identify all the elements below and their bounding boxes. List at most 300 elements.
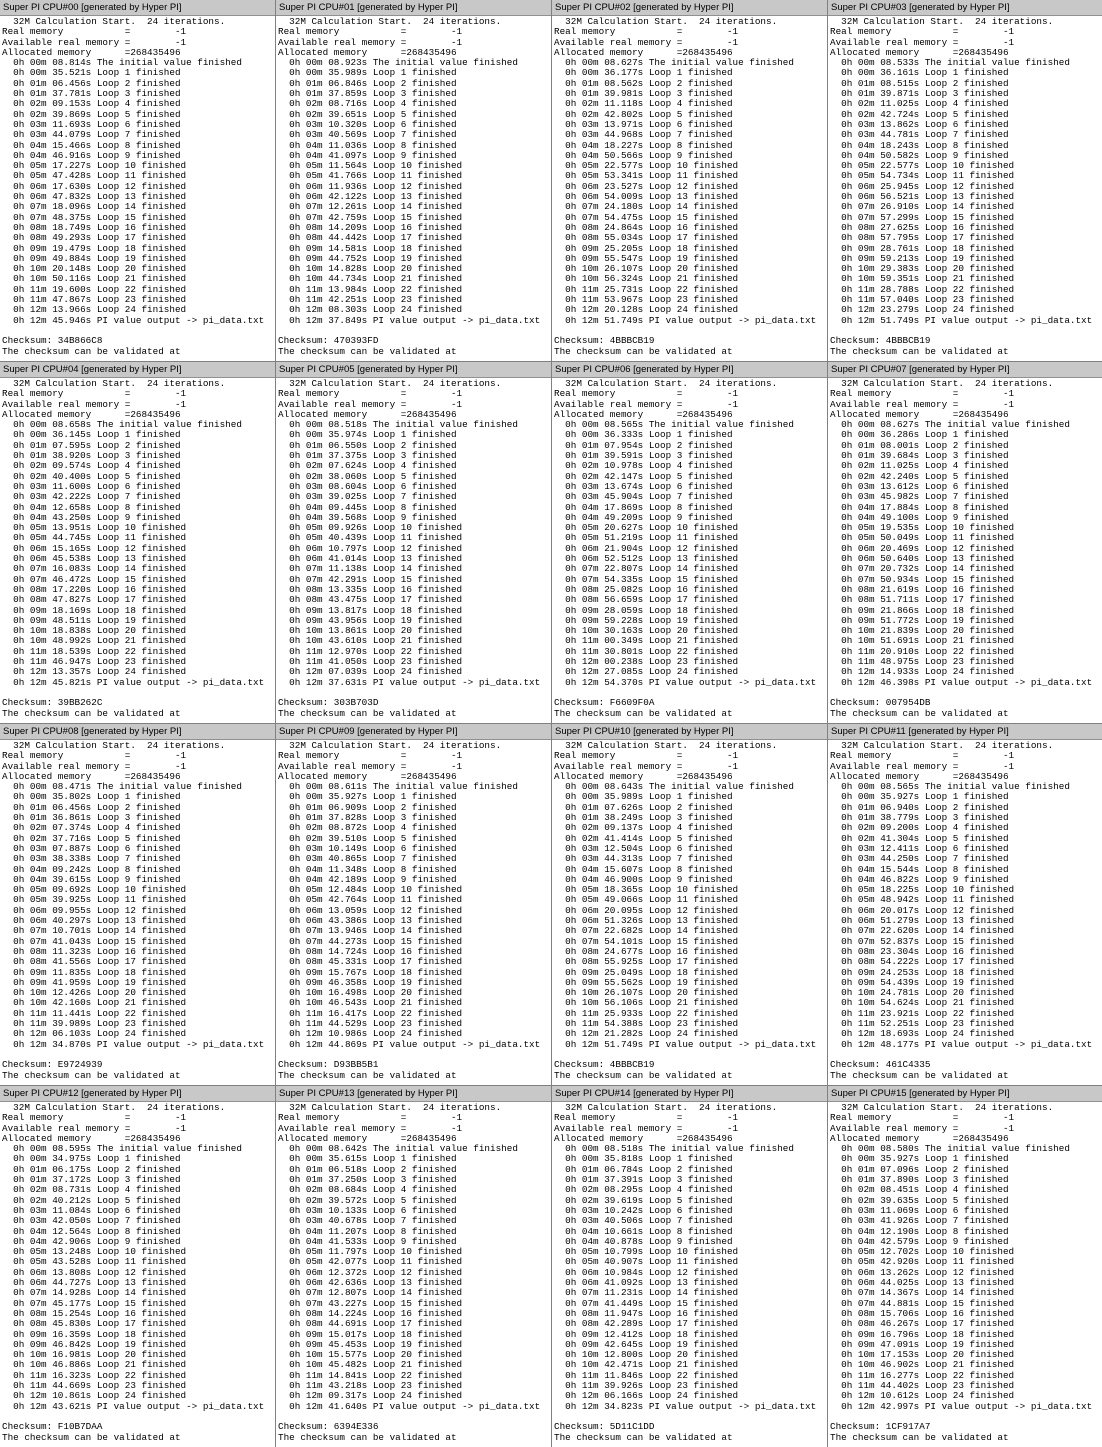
console-output <box>276 1102 551 1443</box>
log-line: 0h 05m 18.225s Loop 10 finished <box>830 884 1015 896</box>
log-line: 0h 03m 44.250s Loop 7 finished <box>830 853 1009 865</box>
log-line: 0h 10m 51.691s Loop 21 finished <box>830 635 1015 647</box>
log-line: 0h 11m 53.967s Loop 23 finished <box>554 294 739 306</box>
log-line: 0h 06m 23.527s Loop 12 finished <box>554 180 739 192</box>
checksum-line: Checksum: D93BB5B1 <box>278 1059 379 1071</box>
log-line: 0h 01m 06.175s Loop 2 finished <box>2 1163 181 1175</box>
log-line: 0h 01m 37.859s Loop 3 finished <box>278 88 457 100</box>
log-line: 0h 06m 54.009s Loop 13 finished <box>554 191 739 203</box>
log-line: 0h 01m 08.515s Loop 2 finished <box>830 77 1009 89</box>
log-line: 0h 08m 57.795s Loop 17 finished <box>830 232 1015 244</box>
log-line: 0h 00m 35.989s Loop 1 finished <box>278 67 457 79</box>
log-line: 0h 07m 45.177s Loop 15 finished <box>2 1297 187 1309</box>
real-memory-line: Real memory = -1 <box>830 750 1015 762</box>
log-line: 0h 01m 06.784s Loop 2 finished <box>554 1163 733 1175</box>
log-line: 0h 03m 13.612s Loop 6 finished <box>830 480 1009 492</box>
log-line: 0h 11m 47.867s Loop 23 finished <box>2 294 187 306</box>
log-line: 0h 00m 08.580s The initial value finished <box>830 1143 1070 1155</box>
log-line: 0h 11m 13.984s Loop 22 finished <box>278 283 463 295</box>
log-line: 0h 09m 55.562s Loop 19 finished <box>554 976 739 988</box>
log-line: 0h 12m 51.749s PI value output -> pi_data.txt <box>830 314 1093 326</box>
allocated-memory-line: Allocated memory =268435496 <box>278 408 457 420</box>
superpi-window[interactable] <box>552 724 827 1085</box>
available-memory-line: Available real memory = -1 <box>830 36 1015 48</box>
log-line: 0h 00m 36.177s Loop 1 finished <box>554 67 733 79</box>
window-title-bar[interactable]: Super PI CPU#05 [generated by Hyper PI] <box>276 362 551 378</box>
log-line: 0h 09m 15.017s Loop 18 finished <box>278 1328 463 1340</box>
log-line: 0h 09m 46.842s Loop 19 finished <box>2 1338 187 1350</box>
window-title-bar[interactable]: Super PI CPU#08 [generated by Hyper PI] <box>0 724 275 740</box>
real-memory-line: Real memory = -1 <box>554 388 739 400</box>
console-output <box>0 16 275 357</box>
log-line: 0h 01m 37.828s Loop 3 finished <box>278 812 457 824</box>
checksum-validation-line: The checksum can be validated at <box>2 1431 181 1443</box>
log-line: 0h 11m 41.050s Loop 23 finished <box>278 656 463 668</box>
log-line: 0h 09m 45.453s Loop 19 finished <box>278 1338 463 1350</box>
log-line: 0h 10m 16.498s Loop 20 finished <box>278 987 463 999</box>
log-line: 0h 08m 27.625s Loop 16 finished <box>830 221 1015 233</box>
log-line: 0h 03m 13.862s Loop 6 finished <box>830 118 1009 130</box>
log-line: 0h 03m 13.674s Loop 6 finished <box>554 480 733 492</box>
window-title-bar[interactable]: Super PI CPU#11 [generated by Hyper PI] <box>828 724 1102 740</box>
log-line: 0h 01m 37.172s Loop 3 finished <box>2 1174 181 1186</box>
log-line: 0h 01m 37.781s Loop 3 finished <box>2 88 181 100</box>
log-line: 0h 10m 26.107s Loop 20 finished <box>554 987 739 999</box>
log-line: 0h 05m 17.227s Loop 10 finished <box>2 160 187 172</box>
checksum-validation-line: The checksum can be validated at <box>2 1069 181 1081</box>
log-line: 0h 03m 10.242s Loop 6 finished <box>554 1204 733 1216</box>
log-line: 0h 06m 13.262s Loop 12 finished <box>830 1266 1015 1278</box>
console-output <box>276 378 551 719</box>
log-line: 0h 07m 22.807s Loop 14 finished <box>554 563 739 575</box>
log-line: 0h 05m 18.365s Loop 10 finished <box>554 884 739 896</box>
checksum-line: Checksum: 39BB262C <box>2 697 103 709</box>
superpi-window[interactable] <box>276 724 551 1085</box>
log-line: 0h 03m 11.069s Loop 6 finished <box>830 1204 1009 1216</box>
log-line: 0h 08m 41.556s Loop 17 finished <box>2 956 187 968</box>
log-line: 0h 03m 44.968s Loop 7 finished <box>554 129 733 141</box>
real-memory-line: Real memory = -1 <box>278 1112 463 1124</box>
window-title-bar[interactable]: Super PI CPU#06 [generated by Hyper PI] <box>552 362 827 378</box>
log-line: 0h 07m 14.928s Loop 14 finished <box>2 1287 187 1299</box>
log-line: 0h 10m 20.148s Loop 20 finished <box>2 263 187 275</box>
log-line: 0h 02m 39.572s Loop 5 finished <box>278 1194 457 1206</box>
log-line: 0h 08m 17.220s Loop 16 finished <box>2 583 187 595</box>
log-line: 0h 10m 44.734s Loop 21 finished <box>278 273 463 285</box>
log-line: 0h 05m 47.428s Loop 11 finished <box>2 170 187 182</box>
log-line: 0h 03m 41.926s Loop 7 finished <box>830 1215 1009 1227</box>
checksum-validation-line: The checksum can be validated at <box>278 1069 457 1081</box>
log-line: 0h 05m 44.745s Loop 11 finished <box>2 532 187 544</box>
log-line: 0h 03m 11.084s Loop 6 finished <box>2 1204 181 1216</box>
log-line: 0h 01m 37.391s Loop 3 finished <box>554 1174 733 1186</box>
available-memory-line: Available real memory = -1 <box>2 760 187 772</box>
log-line: 0h 08m 11.323s Loop 16 finished <box>2 945 187 957</box>
superpi-window[interactable] <box>552 362 827 723</box>
log-line: 0h 03m 40.506s Loop 7 finished <box>554 1215 733 1227</box>
log-line: 0h 02m 11.025s Loop 4 finished <box>830 460 1009 472</box>
log-line: 0h 08m 25.082s Loop 16 finished <box>554 583 739 595</box>
log-line: 0h 12m 08.303s Loop 24 finished <box>278 304 463 316</box>
log-line: 0h 09m 21.866s Loop 18 finished <box>830 604 1015 616</box>
log-line: 0h 10m 54.624s Loop 21 finished <box>830 997 1015 1009</box>
log-line: 0h 04m 12.190s Loop 8 finished <box>830 1225 1009 1237</box>
log-line: 0h 01m 37.890s Loop 3 finished <box>830 1174 1009 1186</box>
checksum-line: Checksum: 4BBBCB19 <box>830 335 931 347</box>
log-line: 0h 09m 44.752s Loop 19 finished <box>278 252 463 264</box>
real-memory-line: Real memory = -1 <box>278 26 463 38</box>
log-line: 0h 09m 48.511s Loop 19 finished <box>2 614 187 626</box>
console-output <box>552 1102 827 1443</box>
window-title-bar[interactable]: Super PI CPU#12 [generated by Hyper PI] <box>0 1086 275 1102</box>
log-line: 0h 04m 11.036s Loop 8 finished <box>278 139 457 151</box>
superpi-window[interactable] <box>0 1086 275 1447</box>
log-line: 0h 09m 46.358s Loop 19 finished <box>278 976 463 988</box>
log-line: 0h 07m 14.367s Loop 14 finished <box>830 1287 1015 1299</box>
log-line: 0h 12m 37.631s PI value output -> pi_data.txt <box>278 676 541 688</box>
log-line: 0h 03m 12.411s Loop 6 finished <box>830 842 1009 854</box>
log-line: 0h 02m 38.060s Loop 5 finished <box>278 470 457 482</box>
window-title-bar[interactable]: Super PI CPU#07 [generated by Hyper PI] <box>828 362 1102 378</box>
available-memory-line: Available real memory = -1 <box>278 398 463 410</box>
calc-start-line: 32M Calculation Start. 24 iterations. <box>278 1102 502 1113</box>
log-line: 0h 05m 40.907s Loop 11 finished <box>554 1256 739 1268</box>
log-line: 0h 08m 47.827s Loop 17 finished <box>2 594 187 606</box>
log-line: 0h 01m 07.595s Loop 2 finished <box>2 439 181 451</box>
log-line: 0h 11m 46.947s Loop 23 finished <box>2 656 187 668</box>
log-line: 0h 00m 36.145s Loop 1 finished <box>2 429 181 441</box>
log-line: 0h 06m 41.092s Loop 13 finished <box>554 1277 739 1289</box>
log-line: 0h 07m 18.096s Loop 14 finished <box>2 201 187 213</box>
superpi-window[interactable] <box>828 0 1102 361</box>
log-line: 0h 05m 20.627s Loop 10 finished <box>554 522 739 534</box>
log-line: 0h 12m 23.279s Loop 24 finished <box>830 304 1015 316</box>
log-line: 0h 04m 46.822s Loop 9 finished <box>830 873 1009 885</box>
checksum-line: Checksum: 34B866C8 <box>2 335 103 347</box>
superpi-window[interactable] <box>828 362 1102 723</box>
log-line: 0h 12m 13.966s Loop 24 finished <box>2 304 187 316</box>
log-line: 0h 01m 37.250s Loop 3 finished <box>278 1174 457 1186</box>
log-line: 0h 05m 50.049s Loop 11 finished <box>830 532 1015 544</box>
log-line: 0h 11m 00.349s Loop 21 finished <box>554 635 739 647</box>
log-line: 0h 10m 15.577s Loop 20 finished <box>278 1349 463 1361</box>
log-line: 0h 05m 54.734s Loop 11 finished <box>830 170 1015 182</box>
log-line: 0h 04m 17.869s Loop 8 finished <box>554 501 733 513</box>
log-line: 0h 12m 37.849s PI value output -> pi_data.txt <box>278 314 541 326</box>
log-line: 0h 07m 54.475s Loop 15 finished <box>554 211 739 223</box>
allocated-memory-line: Allocated memory =268435496 <box>830 46 1009 58</box>
log-line: 0h 03m 44.313s Loop 7 finished <box>554 853 733 865</box>
log-line: 0h 00m 08.518s The initial value finished <box>278 419 518 431</box>
checksum-line: Checksum: 303B703D <box>278 697 379 709</box>
log-line: 0h 02m 37.716s Loop 5 finished <box>2 832 181 844</box>
log-line: 0h 08m 43.475s Loop 17 finished <box>278 594 463 606</box>
log-line: 0h 09m 51.772s Loop 19 finished <box>830 614 1015 626</box>
log-line: 0h 08m 45.331s Loop 17 finished <box>278 956 463 968</box>
log-line: 0h 12m 18.693s Loop 24 finished <box>830 1028 1015 1040</box>
window-title-bar[interactable]: Super PI CPU#03 [generated by Hyper PI] <box>828 0 1102 16</box>
log-line: 0h 01m 07.096s Loop 2 finished <box>830 1163 1009 1175</box>
available-memory-line: Available real memory = -1 <box>2 36 187 48</box>
checksum-validation-line: The checksum can be validated at <box>278 345 457 357</box>
log-line: 0h 03m 11.600s Loop 6 finished <box>2 480 181 492</box>
allocated-memory-line: Allocated memory =268435496 <box>278 770 457 782</box>
log-line: 0h 09m 15.767s Loop 18 finished <box>278 966 463 978</box>
log-line: 0h 12m 34.870s PI value output -> pi_data.txt <box>2 1038 265 1050</box>
allocated-memory-line: Allocated memory =268435496 <box>278 46 457 58</box>
log-line: 0h 09m 25.049s Loop 18 finished <box>554 966 739 978</box>
superpi-window[interactable] <box>0 724 275 1085</box>
log-line: 0h 08m 54.222s Loop 17 finished <box>830 956 1015 968</box>
log-line: 0h 10m 46.886s Loop 21 finished <box>2 1359 187 1371</box>
log-line: 0h 09m 16.359s Loop 18 finished <box>2 1328 187 1340</box>
log-line: 0h 08m 14.724s Loop 16 finished <box>278 945 463 957</box>
available-memory-line: Available real memory = -1 <box>830 1122 1015 1134</box>
available-memory-line: Available real memory = -1 <box>278 1122 463 1134</box>
console-output <box>552 16 827 357</box>
log-line: 0h 06m 12.372s Loop 12 finished <box>278 1266 463 1278</box>
calc-start-line: 32M Calculation Start. 24 iterations. <box>554 740 778 751</box>
real-memory-line: Real memory = -1 <box>2 750 187 762</box>
log-line: 0h 00m 08.627s The initial value finished <box>554 57 794 69</box>
log-line: 0h 08m 18.749s Loop 16 finished <box>2 221 187 233</box>
checksum-line: Checksum: 1CF917A7 <box>830 1421 931 1433</box>
calc-start-line: 32M Calculation Start. 24 iterations. <box>830 16 1054 27</box>
log-line: 0h 02m 40.400s Loop 5 finished <box>2 470 181 482</box>
log-line: 0h 03m 40.865s Loop 7 finished <box>278 853 457 865</box>
log-line: 0h 01m 08.562s Loop 2 finished <box>554 77 733 89</box>
log-line: 0h 12m 10.612s Loop 24 finished <box>830 1390 1015 1402</box>
calc-start-line: 32M Calculation Start. 24 iterations. <box>278 740 502 751</box>
log-line: 0h 09m 19.479s Loop 18 finished <box>2 242 187 254</box>
log-line: 0h 12m 51.749s PI value output -> pi_data.txt <box>554 314 817 326</box>
window-title-bar[interactable]: Super PI CPU#10 [generated by Hyper PI] <box>552 724 827 740</box>
console-output <box>276 16 551 357</box>
superpi-window[interactable] <box>552 1086 827 1447</box>
log-line: 0h 10m 12.800s Loop 20 finished <box>554 1349 739 1361</box>
calc-start-line: 32M Calculation Start. 24 iterations. <box>554 1102 778 1113</box>
log-line: 0h 07m 16.083s Loop 14 finished <box>2 563 187 575</box>
checksum-validation-line: The checksum can be validated at <box>830 345 1009 357</box>
window-title-bar[interactable]: Super PI CPU#09 [generated by Hyper PI] <box>276 724 551 740</box>
superpi-window[interactable] <box>552 0 827 361</box>
log-line: 0h 12m 44.869s PI value output -> pi_data.txt <box>278 1038 541 1050</box>
log-line: 0h 06m 40.297s Loop 13 finished <box>2 915 187 927</box>
log-line: 0h 00m 08.533s The initial value finished <box>830 57 1070 69</box>
log-line: 0h 11m 44.529s Loop 23 finished <box>278 1018 463 1030</box>
window-title-bar[interactable]: Super PI CPU#14 [generated by Hyper PI] <box>552 1086 827 1102</box>
log-line: 0h 05m 10.799s Loop 10 finished <box>554 1246 739 1258</box>
window-title-bar[interactable]: Super PI CPU#00 [generated by Hyper PI] <box>0 0 275 16</box>
log-line: 0h 00m 08.565s The initial value finished <box>554 419 794 431</box>
log-line: 0h 02m 08.684s Loop 4 finished <box>278 1184 457 1196</box>
log-line: 0h 08m 23.304s Loop 16 finished <box>830 945 1015 957</box>
log-line: 0h 03m 11.693s Loop 6 finished <box>2 118 181 130</box>
log-line: 0h 01m 39.591s Loop 3 finished <box>554 450 733 462</box>
log-line: 0h 02m 41.414s Loop 5 finished <box>554 832 733 844</box>
window-title-bar[interactable]: Super PI CPU#02 [generated by Hyper PI] <box>552 0 827 16</box>
real-memory-line: Real memory = -1 <box>2 26 187 38</box>
log-line: 0h 05m 11.797s Loop 10 finished <box>278 1246 463 1258</box>
log-line: 0h 10m 13.861s Loop 20 finished <box>278 625 463 637</box>
log-line: 0h 05m 41.766s Loop 11 finished <box>278 170 463 182</box>
log-line: 0h 04m 41.533s Loop 9 finished <box>278 1235 457 1247</box>
log-line: 0h 01m 38.920s Loop 3 finished <box>2 450 181 462</box>
log-line: 0h 11m 23.921s Loop 22 finished <box>830 1007 1015 1019</box>
log-line: 0h 03m 45.904s Loop 7 finished <box>554 491 733 503</box>
calc-start-line: 32M Calculation Start. 24 iterations. <box>2 16 226 27</box>
log-line: 0h 06m 44.727s Loop 13 finished <box>2 1277 187 1289</box>
log-line: 0h 08m 49.293s Loop 17 finished <box>2 232 187 244</box>
log-line: 0h 06m 51.279s Loop 13 finished <box>830 915 1015 927</box>
log-line: 0h 04m 50.566s Loop 9 finished <box>554 149 733 161</box>
log-line: 0h 04m 46.900s Loop 9 finished <box>554 873 733 885</box>
log-line: 0h 10m 30.163s Loop 20 finished <box>554 625 739 637</box>
window-title-bar[interactable]: Super PI CPU#15 [generated by Hyper PI] <box>828 1086 1102 1102</box>
checksum-validation-line: The checksum can be validated at <box>554 1431 733 1443</box>
log-line: 0h 01m 38.249s Loop 3 finished <box>554 812 733 824</box>
log-line: 0h 09m 54.439s Loop 19 finished <box>830 976 1015 988</box>
log-line: 0h 09m 24.253s Loop 18 finished <box>830 966 1015 978</box>
log-line: 0h 10m 43.610s Loop 21 finished <box>278 635 463 647</box>
allocated-memory-line: Allocated memory =268435496 <box>554 770 733 782</box>
available-memory-line: Available real memory = -1 <box>830 398 1015 410</box>
log-line: 0h 02m 40.212s Loop 5 finished <box>2 1194 181 1206</box>
log-line: 0h 08m 14.209s Loop 16 finished <box>278 221 463 233</box>
log-line: 0h 05m 42.077s Loop 11 finished <box>278 1256 463 1268</box>
superpi-window[interactable] <box>276 0 551 361</box>
superpi-window[interactable] <box>828 1086 1102 1447</box>
log-line: 0h 03m 45.982s Loop 7 finished <box>830 491 1009 503</box>
window-title-bar[interactable]: Super PI CPU#04 [generated by Hyper PI] <box>0 362 275 378</box>
superpi-window[interactable] <box>828 724 1102 1085</box>
log-line: 0h 11m 42.251s Loop 23 finished <box>278 294 463 306</box>
checksum-line: Checksum: E9724939 <box>2 1059 103 1071</box>
log-line: 0h 01m 06.909s Loop 2 finished <box>278 801 457 813</box>
log-line: 0h 07m 52.837s Loop 15 finished <box>830 935 1015 947</box>
checksum-validation-line: The checksum can be validated at <box>830 707 1009 719</box>
real-memory-line: Real memory = -1 <box>2 1112 187 1124</box>
log-line: 0h 01m 39.981s Loop 3 finished <box>554 88 733 100</box>
log-line: 0h 11m 14.841s Loop 22 finished <box>278 1369 463 1381</box>
log-line: 0h 02m 39.651s Loop 5 finished <box>278 108 457 120</box>
log-line: 0h 05m 13.951s Loop 10 finished <box>2 522 187 534</box>
log-line: 0h 09m 18.169s Loop 18 finished <box>2 604 187 616</box>
allocated-memory-line: Allocated memory =268435496 <box>2 1132 181 1144</box>
log-line: 0h 09m 28.059s Loop 18 finished <box>554 604 739 616</box>
log-line: 0h 08m 46.267s Loop 17 finished <box>830 1318 1015 1330</box>
log-line: 0h 11m 48.975s Loop 23 finished <box>830 656 1015 668</box>
log-line: 0h 11m 20.910s Loop 22 finished <box>830 645 1015 657</box>
checksum-line: Checksum: 461C4335 <box>830 1059 931 1071</box>
available-memory-line: Available real memory = -1 <box>278 36 463 48</box>
allocated-memory-line: Allocated memory =268435496 <box>2 46 181 58</box>
checksum-validation-line: The checksum can be validated at <box>278 707 457 719</box>
log-line: 0h 07m 20.732s Loop 14 finished <box>830 563 1015 575</box>
log-line: 0h 07m 11.231s Loop 14 finished <box>554 1287 739 1299</box>
window-title-bar[interactable]: Super PI CPU#01 [generated by Hyper PI] <box>276 0 551 16</box>
console-output <box>0 1102 275 1443</box>
log-line: 0h 01m 36.861s Loop 3 finished <box>2 812 181 824</box>
superpi-window[interactable] <box>0 0 275 361</box>
log-line: 0h 04m 39.615s Loop 9 finished <box>2 873 181 885</box>
log-line: 0h 00m 35.802s Loop 1 finished <box>2 791 181 803</box>
superpi-window[interactable] <box>276 362 551 723</box>
log-line: 0h 12m 41.640s PI value output -> pi_data.txt <box>278 1400 541 1412</box>
log-line: 0h 01m 06.518s Loop 2 finished <box>278 1163 457 1175</box>
available-memory-line: Available real memory = -1 <box>554 398 739 410</box>
log-line: 0h 02m 09.200s Loop 4 finished <box>830 822 1009 834</box>
log-line: 0h 00m 08.565s The initial value finished <box>830 781 1070 793</box>
console-output <box>552 740 827 1081</box>
log-line: 0h 10m 26.107s Loop 20 finished <box>554 263 739 275</box>
log-line: 0h 08m 11.947s Loop 16 finished <box>554 1307 739 1319</box>
log-line: 0h 04m 18.227s Loop 8 finished <box>554 139 733 151</box>
checksum-line: Checksum: 6394E336 <box>278 1421 379 1433</box>
log-line: 0h 08m 13.335s Loop 16 finished <box>278 583 463 595</box>
log-line: 0h 03m 10.149s Loop 6 finished <box>278 842 457 854</box>
available-memory-line: Available real memory = -1 <box>554 1122 739 1134</box>
log-line: 0h 02m 42.147s Loop 5 finished <box>554 470 733 482</box>
log-line: 0h 02m 39.510s Loop 5 finished <box>278 832 457 844</box>
available-memory-line: Available real memory = -1 <box>830 760 1015 772</box>
log-line: 0h 02m 11.025s Loop 4 finished <box>830 98 1009 110</box>
log-line: 0h 12m 09.317s Loop 24 finished <box>278 1390 463 1402</box>
log-line: 0h 12m 46.398s PI value output -> pi_data.txt <box>830 676 1093 688</box>
log-line: 0h 07m 44.881s Loop 15 finished <box>830 1297 1015 1309</box>
checksum-validation-line: The checksum can be validated at <box>830 1069 1009 1081</box>
log-line: 0h 11m 52.251s Loop 23 finished <box>830 1018 1015 1030</box>
log-line: 0h 12m 14.933s Loop 24 finished <box>830 666 1015 678</box>
console-output <box>828 1102 1102 1443</box>
log-line: 0h 01m 06.846s Loop 2 finished <box>278 77 457 89</box>
superpi-window[interactable] <box>0 362 275 723</box>
log-line: 0h 04m 09.445s Loop 8 finished <box>278 501 457 513</box>
log-line: 0h 10m 46.902s Loop 21 finished <box>830 1359 1015 1371</box>
log-line: 0h 00m 36.333s Loop 1 finished <box>554 429 733 441</box>
log-line: 0h 03m 10.320s Loop 6 finished <box>278 118 457 130</box>
log-line: 0h 12m 27.085s Loop 24 finished <box>554 666 739 678</box>
log-line: 0h 01m 38.779s Loop 3 finished <box>830 812 1009 824</box>
log-line: 0h 06m 10.984s Loop 12 finished <box>554 1266 739 1278</box>
log-line: 0h 06m 41.014s Loop 13 finished <box>278 553 463 565</box>
superpi-window[interactable] <box>276 1086 551 1447</box>
log-line: 0h 02m 39.869s Loop 5 finished <box>2 108 181 120</box>
log-line: 0h 07m 48.375s Loop 15 finished <box>2 211 187 223</box>
log-line: 0h 04m 43.250s Loop 9 finished <box>2 511 181 523</box>
log-line: 0h 02m 39.635s Loop 5 finished <box>830 1194 1009 1206</box>
real-memory-line: Real memory = -1 <box>278 750 463 762</box>
log-line: 0h 11m 54.388s Loop 23 finished <box>554 1018 739 1030</box>
log-line: 0h 00m 08.642s The initial value finished <box>278 1143 518 1155</box>
calc-start-line: 32M Calculation Start. 24 iterations. <box>830 378 1054 389</box>
log-line: 0h 04m 12.658s Loop 8 finished <box>2 501 181 513</box>
window-title-bar[interactable]: Super PI CPU#13 [generated by Hyper PI] <box>276 1086 551 1102</box>
log-line: 0h 01m 06.550s Loop 2 finished <box>278 439 457 451</box>
real-memory-line: Real memory = -1 <box>830 1112 1015 1124</box>
log-line: 0h 10m 48.992s Loop 21 finished <box>2 635 187 647</box>
real-memory-line: Real memory = -1 <box>554 750 739 762</box>
log-line: 0h 02m 08.716s Loop 4 finished <box>278 98 457 110</box>
log-line: 0h 00m 08.658s The initial value finished <box>2 419 242 431</box>
log-line: 0h 09m 55.547s Loop 19 finished <box>554 252 739 264</box>
log-line: 0h 05m 39.925s Loop 11 finished <box>2 894 187 906</box>
log-line: 0h 01m 06.940s Loop 2 finished <box>830 801 1009 813</box>
calc-start-line: 32M Calculation Start. 24 iterations. <box>278 378 502 389</box>
log-line: 0h 04m 50.582s Loop 9 finished <box>830 149 1009 161</box>
log-line: 0h 09m 49.884s Loop 19 finished <box>2 252 187 264</box>
log-line: 0h 11m 12.970s Loop 22 finished <box>278 645 463 657</box>
